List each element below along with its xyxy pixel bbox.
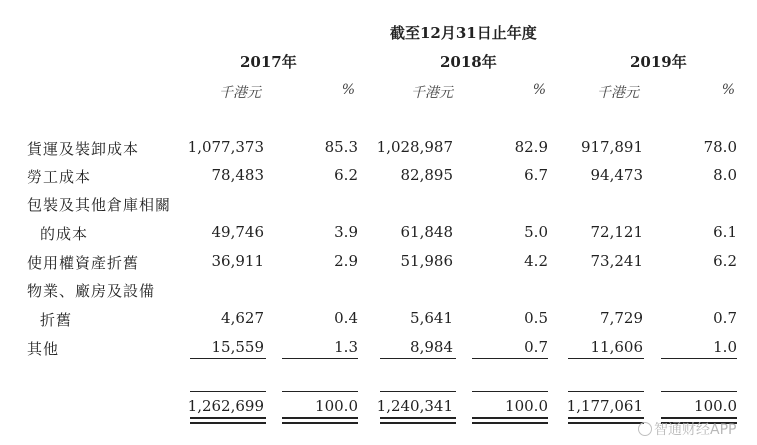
row-label-packaging-cont: 的成本 xyxy=(40,225,89,243)
total-double-rule-a-2019-amount xyxy=(568,417,644,419)
watermark-text: 智通财经APP xyxy=(654,422,737,438)
unit-hkd-2019: 千港元 xyxy=(597,85,639,101)
cell-others-2017-pct: 1.3 xyxy=(334,338,358,356)
unit-hkd-2017: 千港元 xyxy=(219,85,261,101)
watermark xyxy=(638,419,736,439)
row-label-ppe-cont: 折舊 xyxy=(40,311,73,329)
row-label-freight: 貨運及裝卸成本 xyxy=(27,140,140,158)
total-double-rule-a-2017-amount xyxy=(190,417,266,419)
year-2019: 2019年 xyxy=(630,53,687,71)
cell-freight-2019-amount: 917,891 xyxy=(580,138,643,156)
year-2017: 2017年 xyxy=(240,53,297,71)
cell-ppe-2018-pct: 0.5 xyxy=(524,309,548,327)
row-label-ppe: 物業、廠房及設備 xyxy=(27,282,156,300)
cell-rou-2018-pct: 4.2 xyxy=(524,252,548,270)
cell-packaging-2018-pct: 5.0 xyxy=(524,223,548,241)
cell-labour-2017-amount: 78,483 xyxy=(211,166,264,184)
unit-hkd-2018: 千港元 xyxy=(411,85,453,101)
total-double-rule-a-2018-amount xyxy=(380,417,456,419)
cell-rou-2019-amount: 73,241 xyxy=(590,252,643,270)
subtotal-rule-2018-pct xyxy=(472,358,548,359)
watermark-logo-icon xyxy=(638,422,652,436)
total-top-rule-2019-amount xyxy=(568,391,644,392)
cell-labour-2019-pct: 8.0 xyxy=(713,166,737,184)
cell-labour-2018-pct: 6.7 xyxy=(524,166,548,184)
cell-rou-2017-amount: 36,911 xyxy=(211,252,264,270)
cell-others-2017-amount: 15,559 xyxy=(211,338,264,356)
cell-others-2019-pct: 1.0 xyxy=(713,338,737,356)
cell-labour-2018-amount: 82,895 xyxy=(400,166,453,184)
cell-freight-2017-pct: 85.3 xyxy=(324,138,358,156)
row-label-packaging: 包裝及其他倉庫相關 xyxy=(27,196,172,214)
cell-packaging-2017-amount: 49,746 xyxy=(211,223,264,241)
cell-freight-2019-pct: 78.0 xyxy=(703,138,737,156)
total-2018-amount: 1,240,341 xyxy=(376,397,453,415)
cell-ppe-2019-pct: 0.7 xyxy=(713,309,737,327)
row-label-rou-depreciation: 使用權資產折舊 xyxy=(27,254,140,272)
total-2017-amount: 1,262,699 xyxy=(187,397,264,415)
unit-pct-2019: % xyxy=(721,82,735,98)
total-top-rule-2017-amount xyxy=(190,391,266,392)
subtotal-rule-2019-amount xyxy=(568,358,644,359)
cell-others-2018-pct: 0.7 xyxy=(524,338,548,356)
subtotal-rule-2018-amount xyxy=(380,358,456,359)
total-double-rule-b-2018-pct xyxy=(472,422,548,424)
total-double-rule-b-2019-amount xyxy=(568,422,644,424)
cell-rou-2017-pct: 2.9 xyxy=(334,252,358,270)
cell-packaging-2018-amount: 61,848 xyxy=(400,223,453,241)
cell-rou-2018-amount: 51,986 xyxy=(400,252,453,270)
cell-others-2018-amount: 8,984 xyxy=(410,338,453,356)
subtotal-rule-2019-pct xyxy=(661,358,737,359)
total-2019-pct: 100.0 xyxy=(694,397,737,415)
cell-freight-2017-amount: 1,077,373 xyxy=(187,138,264,156)
total-double-rule-a-2018-pct xyxy=(472,417,548,419)
subtotal-rule-2017-amount xyxy=(190,358,266,359)
total-double-rule-a-2017-pct xyxy=(282,417,358,419)
row-label-labour: 勞工成本 xyxy=(27,168,92,186)
cell-ppe-2019-amount: 7,729 xyxy=(600,309,643,327)
cell-ppe-2018-amount: 5,641 xyxy=(410,309,453,327)
cell-labour-2017-pct: 6.2 xyxy=(334,166,358,184)
cell-freight-2018-amount: 1,028,987 xyxy=(376,138,453,156)
period-title: 截至12月31日止年度 xyxy=(390,24,537,42)
cell-packaging-2019-amount: 72,121 xyxy=(590,223,643,241)
subtotal-rule-2017-pct xyxy=(282,358,358,359)
total-2019-amount: 1,177,061 xyxy=(566,397,643,415)
total-2018-pct: 100.0 xyxy=(505,397,548,415)
unit-pct-2018: % xyxy=(532,82,546,98)
cell-ppe-2017-pct: 0.4 xyxy=(334,309,358,327)
total-top-rule-2018-pct xyxy=(472,391,548,392)
cell-ppe-2017-amount: 4,627 xyxy=(221,309,264,327)
total-double-rule-b-2017-amount xyxy=(190,422,266,424)
cell-freight-2018-pct: 82.9 xyxy=(514,138,548,156)
total-top-rule-2019-pct xyxy=(661,391,737,392)
cell-others-2019-amount: 11,606 xyxy=(590,338,643,356)
cell-packaging-2017-pct: 3.9 xyxy=(334,223,358,241)
cell-labour-2019-amount: 94,473 xyxy=(590,166,643,184)
total-top-rule-2017-pct xyxy=(282,391,358,392)
row-label-others: 其他 xyxy=(27,340,60,358)
total-2017-pct: 100.0 xyxy=(315,397,358,415)
total-top-rule-2018-amount xyxy=(380,391,456,392)
unit-pct-2017: % xyxy=(341,82,355,98)
cell-packaging-2019-pct: 6.1 xyxy=(713,223,737,241)
total-double-rule-b-2017-pct xyxy=(282,422,358,424)
total-double-rule-b-2018-amount xyxy=(380,422,456,424)
year-2018: 2018年 xyxy=(440,53,497,71)
cell-rou-2019-pct: 6.2 xyxy=(713,252,737,270)
